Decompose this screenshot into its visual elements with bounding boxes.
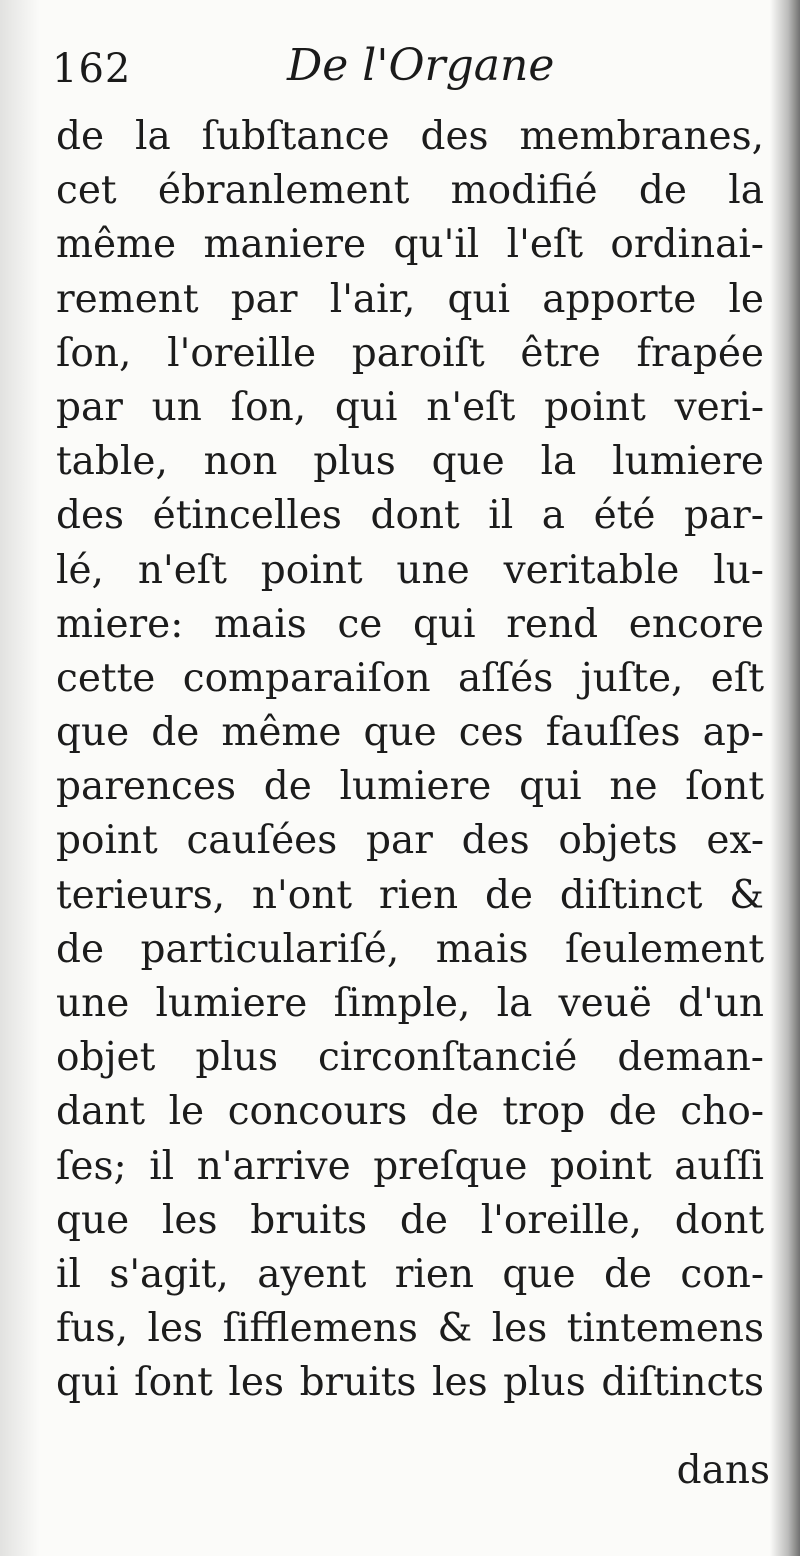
- text-line: cette comparaiſon aſſés juſte, eſt: [56, 655, 764, 701]
- text-line: de particulariſé, mais ſeulement: [56, 926, 764, 972]
- text-line: cet ébranlement modifié de la: [56, 168, 764, 214]
- text-line: que les bruits de l'oreille, dont: [56, 1197, 764, 1243]
- text-line: table, non plus que la lumiere: [56, 439, 764, 485]
- running-head: De l'Organe: [287, 40, 555, 91]
- text-line: ſes; il n'arrive preſque point auſſi: [56, 1143, 764, 1189]
- text-line: que de même que ces fauſſes ap-: [56, 710, 764, 756]
- text-line: parences de lumiere qui ne ſont: [56, 764, 764, 810]
- spine-shadow: [770, 0, 800, 1556]
- catchword: dans: [676, 1448, 770, 1493]
- text-line: terieurs, n'ont rien de diſtinct &: [56, 872, 764, 918]
- text-line: il s'agit, ayent rien que de con-: [56, 1251, 764, 1297]
- text-line: de la ſubſtance des membranes,: [56, 114, 764, 159]
- page-edge-shadow: [0, 0, 40, 1556]
- text-line: lé, n'eſt point une veritable lu-: [56, 547, 764, 593]
- page-header: [52, 40, 752, 100]
- text-line: objet plus circonſtancié deman-: [56, 1035, 764, 1081]
- text-line: miere: mais ce qui rend encore: [56, 601, 764, 647]
- text-line: rement par l'air, qui apporte le: [56, 276, 764, 322]
- text-line: ſon, l'oreille paroiſt être frapée: [56, 330, 764, 376]
- text-line: point cauſées par des objets ex-: [56, 818, 764, 864]
- text-line: une lumiere ſimple, la veuë d'un: [56, 981, 764, 1026]
- text-line: qui ſont les bruits les plus diſtincts: [56, 1360, 764, 1406]
- text-line: fus, les ſifflemens & les tintemens: [56, 1306, 764, 1352]
- text-line: dant le concours de trop de cho-: [56, 1089, 764, 1135]
- text-line: même maniere qu'il l'eſt ordinai-: [56, 222, 764, 268]
- text-line: par un ſon, qui n'eſt point veri-: [56, 384, 764, 430]
- body-text: [56, 110, 764, 1411]
- text-line: des étincelles dont il a été par-: [56, 493, 764, 539]
- page-number: 162: [52, 46, 132, 92]
